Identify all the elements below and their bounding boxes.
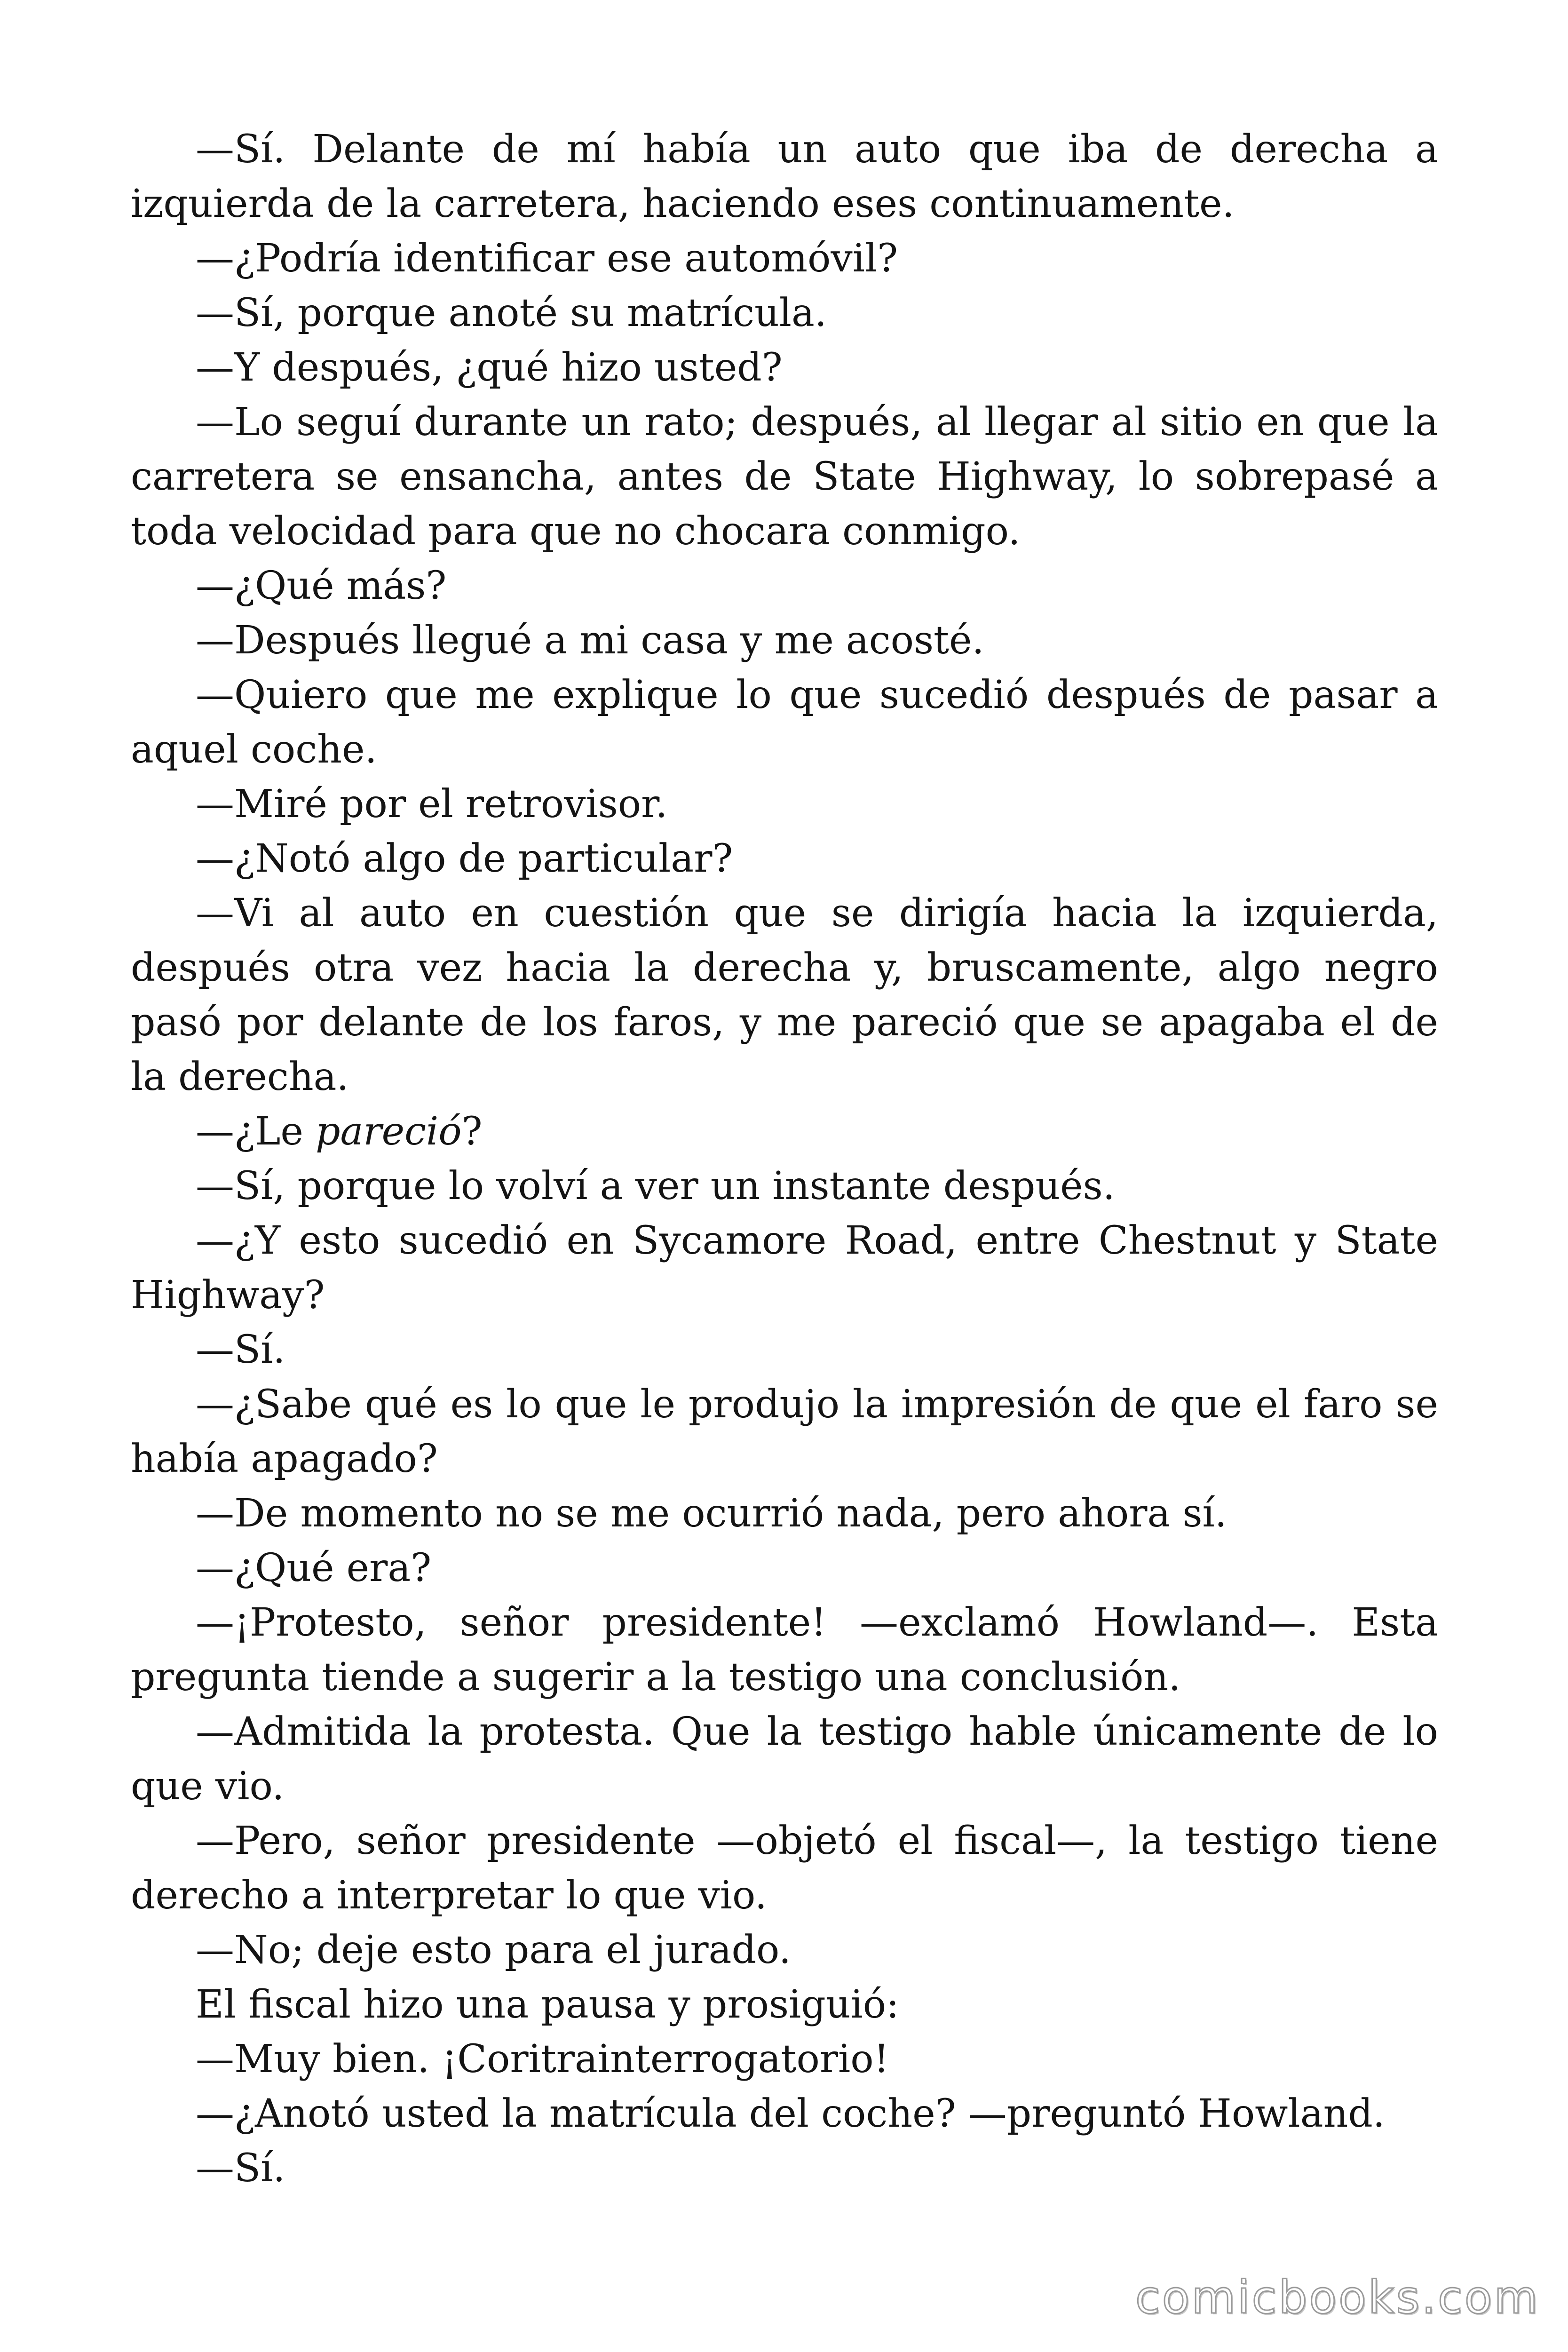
paragraph: —Sí. — [196, 2146, 285, 2191]
paragraph: —Pero, señor presidente —objetó el fiscal—, la testigo tiene derecho a interpretar lo que vio. — [131, 1819, 1438, 1918]
watermark: comicbooks.com — [1135, 2271, 1540, 2324]
paragraph: —¿Podría identificar ese automóvil? — [196, 236, 898, 281]
paragraph: —¡Protesto, señor presidente! —exclamó Howland—. Esta pregunta tiende a sugerir a la testigo una conclusión. — [131, 1600, 1438, 1700]
paragraph: —Y después, ¿qué hizo usted? — [196, 345, 783, 390]
paragraph: —De momento no se me ocurrió nada, pero ahora sí. — [196, 1491, 1227, 1536]
paragraph: —Muy bien. ¡Coritrainterrogatorio! — [196, 2037, 889, 2082]
paragraph: —¿Sabe qué es lo que le produjo la impresión de que el faro se había apagado? — [131, 1382, 1438, 1481]
paragraph-part: —¿Le — [196, 1109, 316, 1154]
paragraph: —Miré por el retrovisor. — [196, 782, 668, 826]
paragraph: —Quiero que me explique lo que sucedió después de pasar a aquel coche. — [131, 673, 1438, 772]
paragraph-with-italic — [131, 1104, 1438, 1159]
paragraph: —Sí. — [196, 1327, 285, 1372]
paragraph: —Lo seguí durante un rato; después, al llegar al sitio en que la carretera se ensancha, antes de State Highway, lo sobrepasé a toda velocidad para que no chocara conmigo. — [131, 400, 1438, 554]
paragraph-part: ? — [461, 1109, 483, 1154]
paragraph: —Sí. Delante de mí había un auto que iba de derecha a izquierda de la carretera, haciendo eses continuamente. — [131, 127, 1438, 226]
paragraph: El fiscal hizo una pausa y prosiguió: — [196, 1982, 899, 2027]
paragraph: —Vi al auto en cuestión que se dirigía hacia la izquierda, después otra vez hacia la derecha y, bruscamente, algo negro pasó por delante de los faros, y me pareció que se apagaba el de la derecha. — [131, 891, 1438, 1099]
paragraph: —No; deje esto para el jurado. — [196, 1928, 791, 1972]
paragraph: —¿Qué era? — [196, 1546, 432, 1590]
paragraph: —¿Notó algo de particular? — [196, 836, 733, 881]
paragraph: —Después llegué a mi casa y me acosté. — [196, 618, 984, 663]
paragraph: —Sí, porque lo volví a ver un instante después. — [196, 1164, 1115, 1208]
paragraph: —Admitida la protesta. Que la testigo hable únicamente de lo que vio. — [131, 1709, 1438, 1809]
paragraph: —Sí, porque anoté su matrícula. — [196, 291, 827, 335]
page-text — [131, 122, 1438, 2196]
italic-word: pareció — [316, 1109, 462, 1154]
paragraph: —¿Anotó usted la matrícula del coche? —preguntó Howland. — [196, 2091, 1385, 2136]
paragraph: —¿Y esto sucedió en Sycamore Road, entre Chestnut y State Highway? — [131, 1218, 1438, 1318]
paragraph: —¿Qué más? — [196, 564, 447, 608]
